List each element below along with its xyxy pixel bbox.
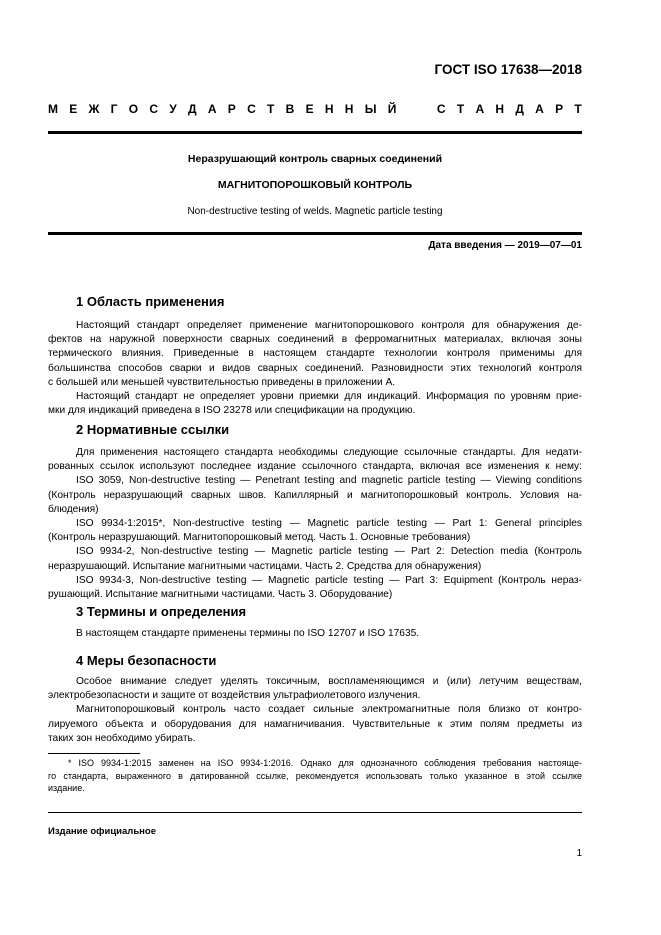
banner-letter: Д	[188, 102, 197, 116]
section-heading-references: 2 Нормативные ссылки	[76, 422, 230, 437]
banner-letter: Ж	[88, 102, 100, 116]
section-heading-safety: 4 Меры безопасности	[76, 653, 217, 668]
text-line: лируемого объекта и оборудования для намагничивания. Чувствительные к этим полям предметы из	[48, 718, 582, 730]
banner-letter: Р	[555, 102, 564, 116]
banner-letter: Н	[495, 102, 505, 116]
banner-letter: С	[436, 102, 446, 116]
banner-letter: Е	[69, 102, 78, 116]
banner-letter: Т	[456, 102, 465, 116]
standard-code: ГОСТ ISO 17638—2018	[434, 62, 582, 77]
banner-letter: О	[128, 102, 139, 116]
text-line: с большей или меньшей чувствительностью приведены в приложении А.	[48, 376, 396, 388]
banner-letter: Н	[324, 102, 334, 116]
text-line: таких зон необходимо убирать.	[48, 732, 196, 744]
document-english-title: Non-destructive testing of welds. Magnetic particle testing	[187, 206, 443, 217]
introduction-date: Дата введения — 2019—07—01	[428, 240, 582, 251]
banner-letter: В	[285, 102, 295, 116]
interstate-standard-banner	[48, 102, 582, 116]
section-heading-terms: 3 Термины и определения	[76, 604, 247, 619]
footnote-line: издание.	[48, 783, 85, 794]
document-title: МАГНИТОПОРОШКОВЫЙ КОНТРОЛЬ	[217, 179, 413, 191]
text-line: неразрушающий. Испытание магнитными частицами. Часть 2. Средства для обнаружения)	[48, 560, 482, 572]
text-line: ISO 9934-1:2015*, Non-destructive testing — Magnetic particle testing — Part 1: General principles	[76, 518, 582, 530]
banner-letter: М	[48, 102, 58, 116]
text-line: (Контроль неразрушающий. Магнитопорошковый метод. Часть 1. Основные требования)	[48, 532, 471, 544]
text-line: ISO 9934-3, Non-destructive testing — Magnetic particle testing — Part 3: Equipment (Контроль нераз-	[76, 574, 582, 586]
section-heading-scope: 1 Область применения	[76, 294, 225, 309]
banner-letter: Т	[267, 102, 275, 116]
banner-gap	[408, 102, 426, 116]
footnote	[48, 757, 582, 795]
document-subtitle: Неразрушающий контроль сварных соединений	[187, 153, 443, 165]
footnote-rule	[48, 753, 140, 754]
text-line: рушающий. Испытание магнитными частицами. Часть 3. Оборудование)	[48, 589, 393, 601]
text-line: фектов на наружной поверхности сварных соединений в ферромагнитных материалах, включая зоны	[48, 334, 582, 346]
text-line: В настоящем стандарте применены термины по ISO 12707 и ISO 17635.	[76, 628, 420, 639]
section-body-references	[48, 446, 582, 602]
text-line: термического влияния. Приведенные в настоящем стандарте технологии контроля применимы для	[48, 348, 582, 360]
banner-letter: Е	[305, 102, 314, 116]
title-rule	[48, 232, 582, 235]
banner-letter: Н	[344, 102, 354, 116]
section-body-terms	[76, 627, 582, 641]
official-edition-label: Издание официальное	[48, 826, 156, 837]
text-line: рованных ссылок используют последнее издание ссылочного стандарта, включая все изменения к нему:	[48, 461, 582, 473]
banner-letter: Д	[515, 102, 524, 116]
section-body-scope	[48, 319, 582, 418]
text-line: большинства способов сварки и видов сварных соединений. Разновидности этих технологий контроля	[48, 362, 582, 374]
banner-letter: А	[207, 102, 217, 116]
text-line: электробезопасности и защите от воздействия ультрафиолетового излучения.	[48, 690, 421, 702]
text-line: ISO 3059, Non-destructive testing — Penetrant testing and magnetic particle testing — Viewing conditions	[76, 475, 582, 487]
text-line: Настоящий стандарт определяет применение магнитопорошкового контроля для обнаружения де-	[76, 320, 582, 331]
banner-letter: Ы	[364, 102, 377, 116]
section-body-safety	[48, 675, 582, 746]
banner-letter: У	[169, 102, 177, 116]
text-line: Особое внимание следует уделять токсичным, воспламеняющимся и (или) летучим веществам,	[76, 676, 582, 687]
text-line: ISO 9934-2, Non-destructive testing — Magnetic particle testing — Part 2: Detection media (Контроль	[76, 546, 582, 558]
footer-rule	[48, 812, 582, 813]
banner-letter: С	[149, 102, 159, 116]
banner-letter: А	[535, 102, 544, 116]
text-line: Настоящий стандарт не определяет уровни приемки для индикаций. Информация по уровням прие-	[76, 391, 582, 403]
text-line: Для применения настоящего стандарта необходимы следующие ссылочные стандарты. Для недати-	[76, 447, 582, 458]
banner-letter: Г	[110, 102, 118, 116]
page-number: 1	[576, 848, 582, 859]
banner-letter: А	[475, 102, 485, 116]
banner-letter: Р	[227, 102, 236, 116]
banner-letter: Т	[574, 102, 582, 116]
banner-letter: Й	[387, 102, 397, 116]
footnote-line: * ISO 9934-1:2015 заменен на ISO 9934-1:2016. Однако для однозначного соблюдения требования настояще-	[68, 758, 582, 768]
text-line: Магнитопорошковый контроль часто создает сильные электромагнитные поля близко от контро-	[76, 704, 582, 716]
text-line: мки для индикаций приведена в ISO 23278 или спецификации на продукцию.	[48, 405, 416, 417]
footnote-line: го стандарта, выраженного в датированной ссылке, рекомендуется использовать только указанное в этой ссылке	[48, 770, 582, 781]
text-line: (Контроль неразрушающий сварных швов. Капиллярный и магнитопорошковый контроль. Условия на-	[48, 489, 582, 501]
text-line: блюдения)	[48, 503, 99, 515]
banner-letter: С	[247, 102, 256, 116]
header-rule	[48, 131, 582, 134]
